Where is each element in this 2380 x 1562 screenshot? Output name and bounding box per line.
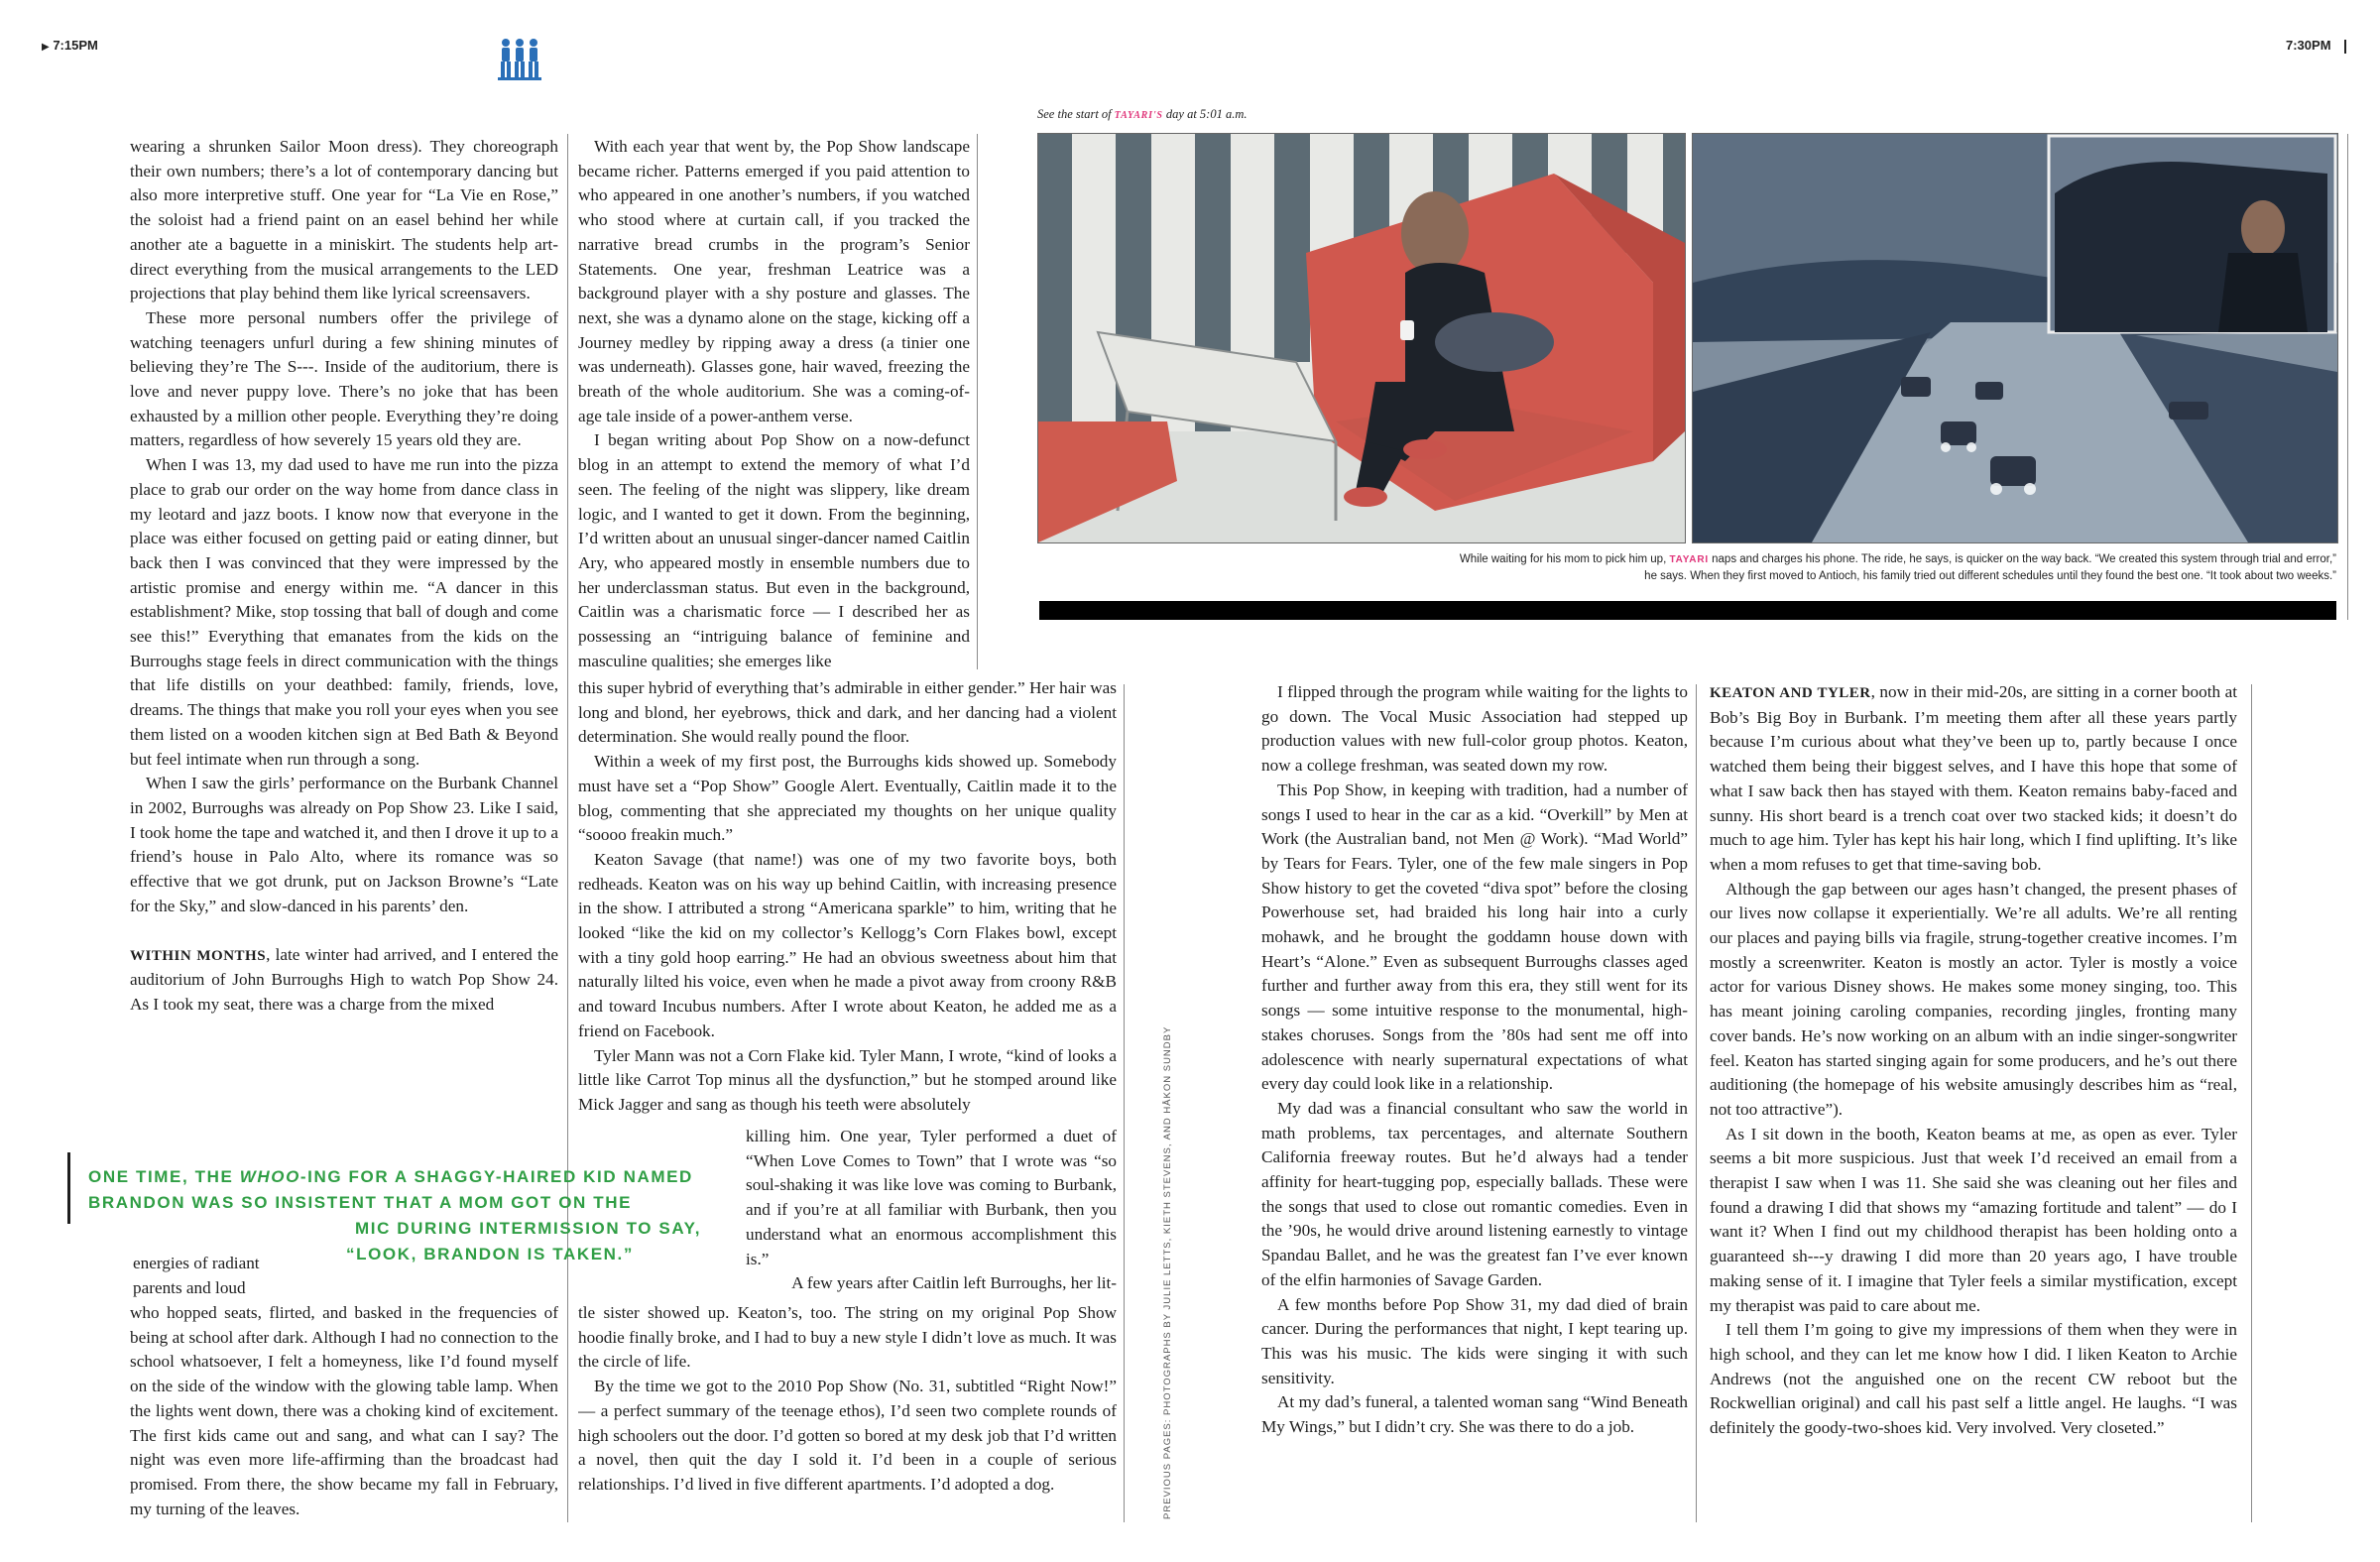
paragraph: Tyler Mann was not a Corn Flake kid. Tyler Mann, I wrote, “kind of looks a little like Carrot Top minus all the dysfunction,” but he stomped around like Mick Jagger and sang as though his teeth were absolutely [578,1045,1117,1114]
column-rule [977,134,978,669]
paragraph: I began writing about Pop Show on a now-defunct blog in an attempt to extend the memory of what I’d seen. The feeling of the night was slippery, like dream logic, and I wanted to get it down. From the beginning, I’d written about an unusual singer-dancer named Caitlin Ary, who appeared mostly in ensemble numbers due to her underclassman status. But even in the background, Caitlin was a charismatic force — I described her as possessing an “intriguing balance of feminine and masculine qualities; she emerges like [578,430,970,670]
pullquote-rule [67,1152,70,1224]
paragraph: I flipped through the program while waiting for the lights to go down. The Vocal Music Association had stepped up production values with new full-color group photos. Keaton, now a college freshman, was seated down my row. [1261,682,1688,776]
paragraph: At my dad’s funeral, a talented woman sang “Wind Beneath My Wings,” but I didn’t cry. She was there to do a job. [1261,1392,1688,1437]
paragraph: I tell them I’m going to give my impressions of them when they were in high school, and they can let me know how I did. I liken Keaton to Archie Andrews (not the anguished one on the recent CW reboot but the Rockwellian original) and call his past self a little angel. He laughs. “I was definitely the goody-two-shoes kid. Very involved. Very closeted.” [1710,1320,2237,1438]
paragraph: When I saw the girls’ performance on the Burbank Channel in 2002, Burroughs was already on Pop Show 23. Like I said, I took home the tape and watched it, and then I drove it up to a friend’s house in Palo Alto, where its romance was so effective that we got drunk, put on Jackson Browne’s “Late for the Sky,” and slow-danced in his parents’ den. [130,774,558,915]
paragraph: Keaton Savage (that name!) was one of my two favorite boys, both redheads. Keaton was on his way up behind Caitlin, with increasing presence in the show. I attributed a strong “Americana sparkle” to him, writing that he looked “like the kid on my collector’s Kellogg’s Corn Flakes bowl, except with a tiny gold hoop earring.” He had an obvious sweetness about him that naturally lilted his voice, even when he made a pivot away from croony R&B and toward Incubus numbers. After I wrote about Keaton, he added me as a friend on Facebook. [578,849,1117,1040]
photo-credit: PREVIOUS PAGES: PHOTOGRAPHS BY JULIE LETTS, KIETH STEVENS, AND HÅKON SUNDBY [1162,1025,1173,1519]
page-right-time: 7:30PM [2286,38,2346,54]
paragraph: By the time we got to the 2010 Pop Show (No. 31, subtitled “Right Now!” — a perfect summary of the teenage ethos), I’d seen two complete rounds of high schoolers out the door. I’d gotten so bored at my desk job that I’d written a novel, then quit the day I sold it. I’d been in a couple of serious relationships. I’d lived in five different apartments. I’d adopted a dog. [578,1377,1117,1494]
column-rule [2251,684,2252,1522]
column-2-narrow: killing him. One year, Tyler performed a duet of “When Love Comes to Town” that I wrote was “so soul-shaking it was like love was coming to Burbank, and if you’re at all familiar with Burbank, then you understand what an enormous accomplishment this is.” A few years after Caitlin left Burroughs, her lit- [746,1127,1117,1293]
play-arrow-icon: ▶ [42,42,50,53]
paragraph: When I was 13, my dad used to have me run into the pizza place to grab our order on the way home from dance class in my leotard and jazz boots. I know now that everyone in the place was either focused on getting paid or eating dinner, but back then I was convinced that they were impressed by the artistic promise and energy within me. “A dancer in this establishment? Mike, stop tossing that ball of dough and come see this!” Everything that emanates from the kids on the Burroughs stage feels in direct communication with the things that life distills on your deathbed: family, friends, love, dreams. The things that make you roll your eyes when you see them listed on a wooden kitchen sign at Bed Bath & Beyond but feel intimate when run through a song. [130,455,558,769]
paragraph: These more personal numbers offer the privilege of watching teenagers unfurl during a few shining minutes of believing they’re The S---. Inside of the auditorium, there is love and never puppy love. There’s no joke that has been exhausted by a million other people. Everything they’re doing matters, regardless of how severely 15 years old they are. [130,307,558,450]
paragraph: As I sit down in the booth, Keaton beams at me, as open as ever. Tyler seems a bit more suspicious. Just that week I’d received an email from a therapist I saw when I was 11. She said she was cleaning out her files and found a drawing I did that shows my “amazing fortitude and talent” — do I want it? When I find out my childhood therapist has been holding onto a guaranteed sh---y drawing I did more than 20 years ago, I have trouble making sense of it. I imagine that Tyler feels a similar mystification, except my therapist was paid to care about me. [1710,1124,2237,1315]
column-1-bottom-narrow: energies of radiant parents and loud [133,1254,260,1297]
column-2-top [578,135,970,675]
page-left-time: ▶ 7:15PM [42,38,98,53]
paragraph: Within a week of my first post, the Burroughs kids showed up. Somebody must have set a “Pop Show” Google Alert. Eventually, Caitlin made it to the blog, commenting that she appreciated my thoughts on her unique quality “soooo freakin much.” [578,752,1117,845]
column-rule [567,134,568,1522]
column-rule [2347,134,2348,620]
paragraph: With each year that went by, the Pop Show landscape became richer. Patterns emerged if you paid attention to who appeared in one another’s numbers, if you watched who stood where at curtain call, if you tracked the narrative bread crumbs in the program’s Senior Statements. One year, freshman Leatrice was a background player with a shy posture and glasses. The next, she was a dynamo alone on the stage, kicking off a Journey medley by ripping away a dress (a tinier one was underneath). Glasses gone, hair waved, freezing the breath of the whole auditorium. She was a coming-of-age tale inside of a power-anthem verse. [578,137,970,425]
illustration-red-couch [1037,133,1686,543]
paragraph: A few months before Pop Show 31, my dad died of brain cancer. During the performances that night, I kept tearing up. This was his music. The kids were singing it with such sensitivity. [1261,1294,1688,1387]
photo-black-bar [1039,601,2336,620]
bar-marker-icon [2344,40,2346,54]
paragraph: This Pop Show, in keeping with tradition, had a number of songs I used to hear in the car as a kid. “Overkill” by Men at Work (the Australian band, not Men @ Work). “Mad World” by Tears for Fears. Tyler, one of the few male singers in Pop Show history to get the coveted “diva spot” before the closing Powerhouse set, had braided his long hair into a curly mohawk, and he brought the goddamn house down with Heart’s “Alone.” Even as subsequent Burroughs classes aged further and further away from this era, they still went for its songs — some intuitive response to the monumental, high-stakes choruses. Songs from the ’80s had sent me off into adolescence with nearly supernatural expectations of what every day could look like in a relationship. [1261,780,1688,1094]
column-1-top [130,135,558,1117]
column-rule [1124,684,1125,1522]
paragraph: WITHIN MONTHS, late winter had arrived, and I entered the auditorium of John Burroughs High to watch Pop Show 24. As I took my seat, there was a charge from the mixed [130,944,558,1014]
column-2-bottom: tle sister showed up. Keaton’s, too. The string on my original Pop Show hoodie finally broke, and I had to buy a new style I didn’t love as much. It was the circle of life. By the time we got to the 2010 Pop Show (No. 31, subtitled “Right Now!” — a perfect summary of the teenage ethos), I’d seen two complete rounds of high schoolers out the door. I’d gotten so bored at my desk job that I’d written a novel, then quit the day I sold it. I’d been in a couple of serious relationships. I’d lived in five different apartments. I’d adopted a dog. [578,1301,1117,1524]
paragraph: wearing a shrunken Sailor Moon dress). They choreograph their own numbers; there’s a lot of contemporary dancing but also more interpretive stuff. One year for “La Vie en Rose,” the soloist had a friend paint on an easel behind her while another ate a baguette in a miniskirt. The students help art-direct everything from the musical arrangements to the LED projections that play behind them like lyrical screensavers. [130,137,558,303]
paragraph: Although the gap between our ages hasn’t changed, the present phases of our lives now collapse it experientially. We’re all adults. We’re all renting our places and paying bills via fragile, strung-together creative incomes. I’m mostly a screenwriter. Keaton is mostly an actor. Tyler is mostly a voice actor for various Disney shows. He makes some money singing, too. This has meant joining caroling companies, recording jingles, fronting many cover bands. He’s now working on an album with an indie singer-songwriter feel. Keaton has started singing again for some producers, and he’s out there auditioning (the homepage of his website amusingly describes him as “real, not too attractive”). [1710,879,2237,1119]
paragraph: My dad was a financial consultant who saw the world in math problems, tax percentages, and alternate Southern California freeway routes. But he’d always had a tender affinity for heart-tugging pop, especially ballads. These were the songs that used to close out romantic comedies. Even in the ’90s, he would drive around listening earnestly to vintage Spandau Ballet, and he was the greatest fan I’ve ever known of the elfin harmonies of Savage Garden. [1261,1098,1688,1289]
column-3 [1261,680,1688,1523]
illustration-freeway-night [1692,133,2338,543]
photo-see-start-note: See the start of TAYARI'S day at 5:01 a.m. [1037,107,1248,121]
column-rule [1696,684,1697,1522]
column-4 [1710,680,2237,1523]
column-1-bottom: who hopped seats, flirted, and basked in the frequencies of being at school after dark. Although I had no connection to the school whatsoever, I felt a homeyness, like I’d found myself on the side of the window with the glowing table lamp. When the lights went down, there was a choking kind of excitement. The first kids came out and sang, and what can I say? The night was even more life-affirming than the broadcast had promised. From there, the show became my fall in February, my turning of the leaves. [130,1303,558,1518]
photo-caption: While waiting for his mom to pick him up, TAYARI naps and charges his phone. The ride, he says, is quicker on the way back. “We created this system through trial and error,” he says. When they first moved to Antioch, his family tried out different schedules until they found the best one. “It took about two weeks.” [1459,553,2336,582]
column-2-wide: this super hybrid of everything that’s admirable in either gender.” Her hair was long and blond, her eyebrows, thick and dark, and her dancing had a violent determination. She would really pound the floor. Within a week of my first post, the Burroughs kids showed up. Somebody must have set a “Pop Show” Google Alert. Eventually, Caitlin made it to the blog, commenting that she appreciated my thoughts on her unique quality “soooo freakin much.” Keaton Savage (that name!) was one of my two favorite boys, both redheads. Keaton was on his way up behind Caitlin, with increasing presence in the show. I attributed a strong “Americana sparkle” to him, writing that he looked “like the kid on my collector’s Kellogg’s Corn Flakes bowl, except with a tiny gold hoop earring.” He had an obvious sweetness about him that naturally lilted his voice, even when he made a pivot away from croony R&B and toward Incubus numbers. After I wrote about Keaton, he added me as a friend on Facebook. Tyler Mann was not a Corn Flake kid. Tyler Mann, I wrote, “kind of looks a little like Carrot Top minus all the dysfunction,” but he stomped around like Mick Jagger and sang as though his teeth were absolutely [578,676,1117,1123]
three-singers-logo-icon [496,36,543,81]
paragraph: KEATON AND TYLER, now in their mid-20s, are sitting in a corner booth at Bob’s Big Boy in Burbank. I’m meeting them after all these years partly because I’m curious about what they’ve been up to, partly because I once watched them being their biggest selves, and I have this hope that some of what I saw back then has stayed with them. Keaton remains baby-faced and sunny. His short beard is a trench coat over two stacked kids; it doesn’t do much to age him. Tyler has kept his hair long, which I find uplifting. It’s like when a mom refuses to get that time-saving bob. [1710,682,2237,874]
